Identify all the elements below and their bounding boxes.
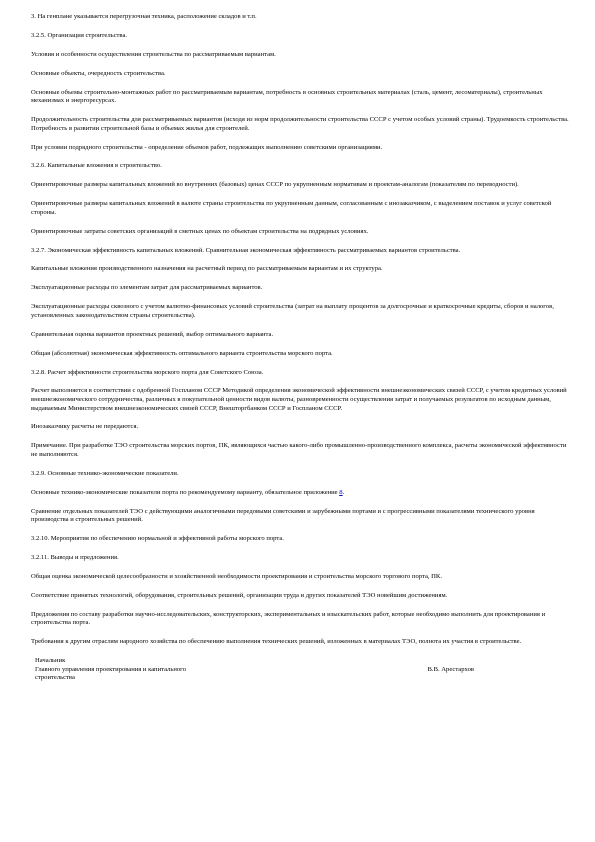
paragraph-text: Сравнительная оценка вариантов проектных решений, выбор оптимального варианта. — [31, 330, 274, 338]
appendix-link[interactable]: 8 — [339, 488, 343, 496]
paragraph — [31, 70, 569, 79]
paragraph — [31, 284, 569, 293]
paragraph-text: Основные технико-экономические показатели порта по рекомендуемому варианту, обязательное приложение — [31, 488, 340, 496]
paragraph-text: Основные объекты, очередность строительства. — [31, 69, 166, 77]
paragraph-text: Требования к другим отраслям народного хозяйства по обеспечению выполнения технических решений, изложенных в материалах ТЭО, полнота их участия в строительстве. — [31, 638, 522, 646]
paragraph-text-end: . — [342, 488, 345, 496]
paragraph-text: Эксплуатационные расходы сквозного с учетом валютно-финансовых условий строительства (затрат на выплату процентов за долгосрочные и краткосрочные кредиты, сборов и налогов, установленных законодательством страны строительства). — [31, 303, 554, 319]
paragraph — [31, 265, 569, 274]
paragraph-text: Общая (абсолютная) экономическая эффективность оптимального варианта строительства морского порта. — [31, 349, 333, 357]
paragraph — [31, 573, 569, 582]
paragraph — [31, 350, 569, 359]
paragraph-text: 3.2.9. Основные технико-экономические показатели. — [31, 469, 179, 477]
paragraph-text: Расчет выполняется в соответствии с одобренной Госпланом СССР Методикой определения экономической эффективности внешнеэкономических связей СССР, с учетом кредитных условий внешнеэкономического сотрудничества, различных в покупательной ценности видов валюты, разновременности осуществления затрат и получаемых результатов по исходным данным, выдаваемым Министерством внешнеэкономических связей СССР, Внешторгбанком СССР и Госпланом СССР. — [31, 387, 567, 412]
paragraph-text: 3.2.8. Расчет эффективности строительства морского порта для Советского Союза. — [31, 368, 264, 376]
paragraph — [31, 592, 569, 601]
paragraph-text: Ориентировочные размеры капитальных вложений во внутренних (базовых) ценах СССР по укрупненным нормативам и проектам-аналогам (показателям по переводности). — [31, 181, 519, 189]
paragraph — [31, 51, 569, 60]
paragraph-text: Примечание. При разработке ТЭО строительства морских портов, ПК, являющихся частью какого-либо промышленно-производственного комплекса, расчеты экономической эффективности не выполняются. — [31, 442, 567, 458]
paragraph-text: 3.2.7. Экономическая эффективность капитальных вложений. Сравнительная экономическая эффективность рассматриваемых вариантов строительства. — [31, 246, 461, 254]
signature-position — [35, 657, 569, 683]
paragraph — [31, 181, 569, 190]
paragraph — [31, 228, 569, 237]
paragraph — [31, 554, 569, 563]
paragraph — [31, 331, 569, 340]
paragraph — [31, 423, 569, 432]
paragraph-text: Капитальные вложения производственного назначения на расчетный период по рассматриваемым вариантам и их структура. — [31, 265, 383, 273]
paragraph — [31, 247, 569, 256]
paragraph — [31, 442, 569, 459]
paragraph — [31, 116, 569, 133]
paragraph — [31, 508, 569, 525]
paragraph — [31, 32, 569, 41]
paragraph-text: 3.2.6. Капитальные вложения в строительство. — [31, 162, 162, 170]
signature-title-line: строительства — [35, 674, 75, 682]
paragraph — [31, 638, 569, 647]
paragraph-text: Эксплуатационные расходы по элементам затрат для рассматриваемых вариантов. — [31, 284, 263, 292]
paragraph — [31, 611, 569, 628]
paragraph-text: Основные объемы строительно-монтажных работ по рассматриваемым вариантам, потребность в основных строительных материалах (сталь, цемент, лесоматериалы), строительных механизмах и энергоресурсах. — [31, 88, 543, 105]
paragraph — [31, 303, 569, 320]
paragraph — [31, 489, 569, 498]
paragraph-text: Соответствие принятых технологий, оборудования, строительных решений, организации труда и других показателей ТЭО новейшим достижениям. — [31, 591, 448, 599]
paragraph-text: 3.2.5. Организация строительства. — [31, 31, 128, 39]
paragraph-text: При условии подрядного строительства - определение объемов работ, подлежащих выполнению советскими организациями. — [31, 143, 383, 151]
paragraph — [31, 535, 569, 544]
paragraph — [31, 200, 569, 217]
document-page — [31, 13, 569, 683]
paragraph-text: Продолжительность строительства для рассматриваемых вариантов (исходя из норм продолжительности строительства СССР с учетом особых условий страны). Трудоемкость строительства. Потребность в развитии строительной базы и объемах жилья для строителей. — [31, 116, 569, 132]
paragraph — [31, 89, 569, 106]
signature-title-line: Главного управления проектирования и капитального — [35, 665, 187, 673]
paragraph — [31, 387, 569, 413]
paragraph — [31, 470, 569, 479]
signature-block — [31, 657, 569, 683]
paragraph-text: Сравнение отдельных показателей ТЭО с действующими аналогичными передовыми советскими и зарубежными портами и с прогрессивными показателями технического уровня производства и строительных решений. — [31, 507, 535, 524]
paragraph-text: Инозаказчику расчеты не передаются. — [31, 423, 139, 431]
signature-name: В.В. Арестархов — [427, 665, 474, 673]
paragraph — [31, 369, 569, 378]
paragraph-text: Ориентировочные размеры капитальных вложений в валюте страны строительства по укрупненным данным, согласованным с инозаказчиком, с выделением поставок и услуг советской стороны. — [31, 200, 552, 216]
paragraph-text: Условия и особенности осуществления строительства по рассматриваемым вариантам. — [31, 50, 276, 58]
paragraph — [31, 144, 569, 153]
paragraph-text: 3. На генплане указывается перегрузочная техника, расположение складов и т.п. — [31, 13, 257, 20]
paragraph — [31, 162, 569, 171]
signature-title-line: Начальник — [35, 657, 66, 665]
paragraph-text: 3.2.10. Мероприятия по обеспечению нормальной и эффективной работы морского порта. — [31, 535, 284, 543]
paragraph — [31, 13, 569, 22]
paragraph-text: Предложения по составу разработки научно-исследовательских, конструкторских, экспериментальных и изыскательских работ, которые необходимо выполнить для проектирования и строительства порта. — [31, 610, 546, 627]
paragraph-text: Общая оценка экономической целесообразности и хозяйственной необходимости проектирования и строительства морского торгового порта, ПК. — [31, 572, 442, 580]
paragraph-text: 3.2.11. Выводы и предложения. — [31, 554, 119, 562]
paragraph-text: Ориентировочные затраты советских организаций в сметных ценах по объектам строительства на подрядных условиях. — [31, 227, 369, 235]
